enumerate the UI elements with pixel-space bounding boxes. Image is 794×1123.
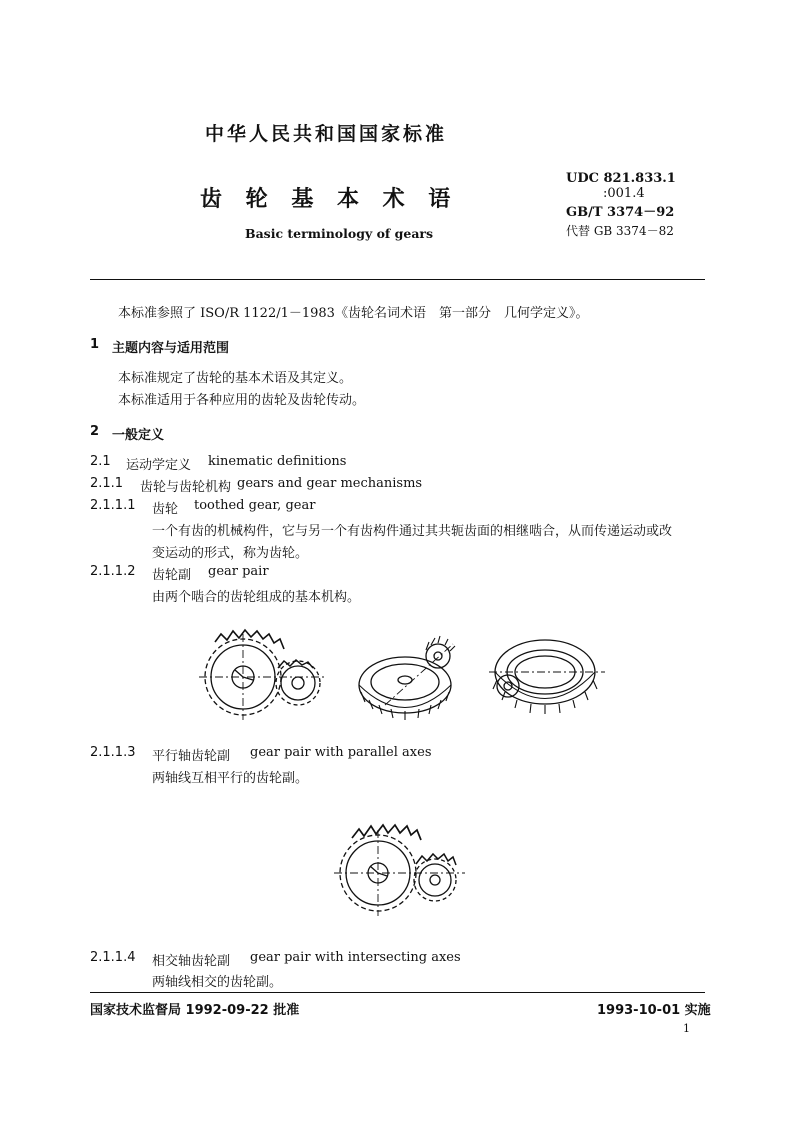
term-en: gear pair with intersecting axes xyxy=(250,950,461,965)
term-number: 2.1.1 xyxy=(90,476,124,491)
replaces-note: 代替 GB 3374－82 xyxy=(566,224,674,238)
term-en: kinematic definitions xyxy=(208,454,347,469)
helical-gear-pair-illustration xyxy=(334,825,465,916)
effective-date: 1993-10-01 实施 xyxy=(597,1003,711,1018)
term-cn: 运动学定义 xyxy=(126,458,192,473)
bevel-gear-pair-illustration xyxy=(359,636,455,720)
approval-line: 国家技术监督局 1992-09-22 批准 xyxy=(90,1003,300,1018)
term-cn: 齿轮与齿轮机构 xyxy=(140,480,232,495)
udc-line1: UDC 821.833.1 xyxy=(566,171,676,186)
sec1-paragraph-1: 本标准规定了齿轮的基本术语及其定义。 xyxy=(118,371,353,386)
footer-divider xyxy=(90,992,705,993)
term-number: 2.1.1.2 xyxy=(90,564,136,579)
term-number: 2.1.1.1 xyxy=(90,498,136,513)
term-number: 2.1.1.3 xyxy=(90,745,136,760)
term-en: gear pair with parallel axes xyxy=(250,745,432,760)
spur-gear-pair-illustration xyxy=(199,630,325,720)
header-divider xyxy=(90,279,705,280)
term-cn: 齿轮副 xyxy=(152,568,192,583)
parallel-axes-gear-figure xyxy=(330,818,480,918)
term-cn: 平行轴齿轮副 xyxy=(152,749,231,764)
gear-pairs-figure xyxy=(195,620,615,730)
definition-intersecting: 两轴线相交的齿轮副。 xyxy=(152,975,283,990)
title-cn: 齿 轮 基 本 术 语 xyxy=(200,187,459,212)
sec1-paragraph-2: 本标准适用于各种应用的齿轮及齿轮传动。 xyxy=(118,393,366,408)
sec1-number: 1 xyxy=(90,337,100,352)
internal-gear-pair-illustration xyxy=(489,640,605,714)
definition-gear-line2: 变运动的形式，称为齿轮。 xyxy=(152,546,309,561)
reference-text: 本标准参照了 ISO/R 1122/1－1983《齿轮名词术语 第一部分 几何学定义》。 xyxy=(118,306,589,321)
term-en: gears and gear mechanisms xyxy=(237,476,423,491)
standard-org: 中华人民共和国国家标准 xyxy=(205,123,448,145)
title-en: Basic terminology of gears xyxy=(245,226,434,241)
page-number: 1 xyxy=(683,1022,690,1035)
gb-code: GB/T 3374－92 xyxy=(566,205,675,220)
sec2-number: 2 xyxy=(90,424,100,439)
term-cn: 相交轴齿轮副 xyxy=(152,954,231,969)
definition-parallel: 两轴线互相平行的齿轮副。 xyxy=(152,771,309,786)
term-en: gear pair xyxy=(208,564,269,579)
term-en: toothed gear, gear xyxy=(194,498,316,513)
term-number: 2.1.1.4 xyxy=(90,950,136,965)
sec2-title: 一般定义 xyxy=(112,428,165,443)
sec1-title: 主题内容与适用范围 xyxy=(112,341,230,356)
term-cn: 齿轮 xyxy=(152,502,179,517)
udc-line2: :001.4 xyxy=(603,186,645,201)
definition-gear-line1: 一个有齿的机械构件，它与另一个有齿构件通过其共轭齿面的相继啮合，从而传递运动或改 xyxy=(152,524,673,539)
definition-gear-pair: 由两个啮合的齿轮组成的基本机构。 xyxy=(152,590,361,605)
term-number: 2.1 xyxy=(90,454,111,469)
